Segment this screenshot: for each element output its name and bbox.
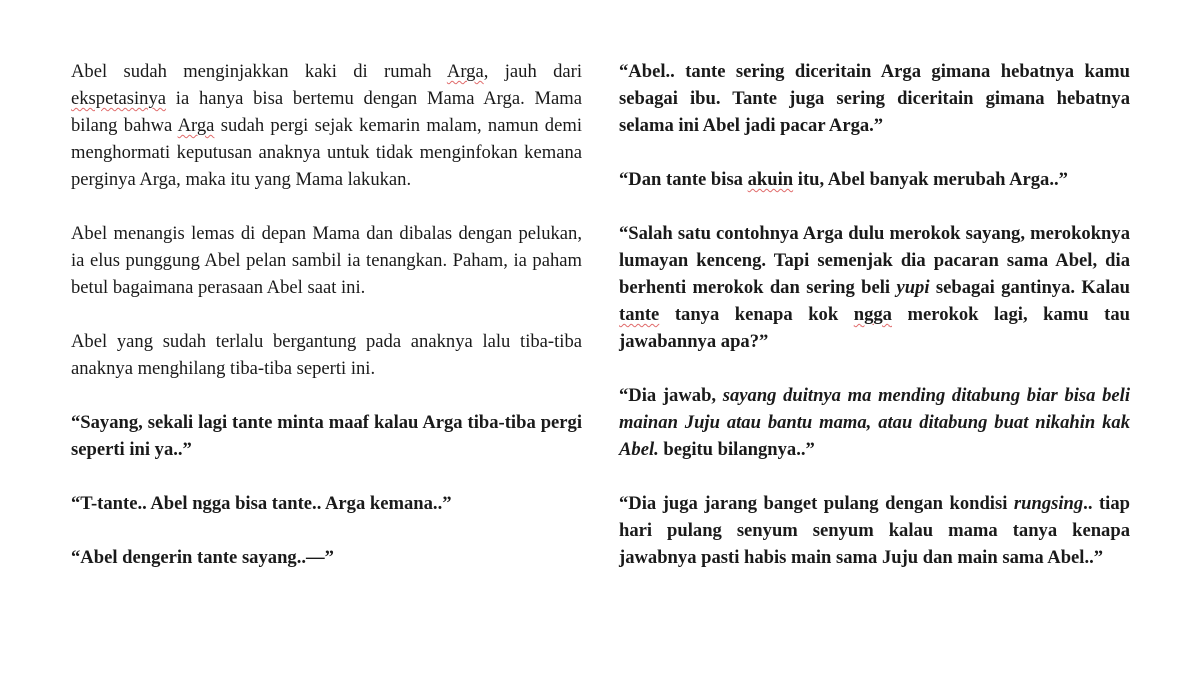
italic-word: yupi [896,277,930,298]
text: “Dia jawab, [619,385,723,406]
paragraph-2: Abel menangis lemas di depan Mama dan dibalas dengan pelukan, ia elus punggung Abel pelan sambil ia tenangkan. Paham, ia paham betul bagaimana perasaan Abel saat ini. [71,223,582,298]
italic-word: rungsing [1013,493,1084,514]
spellcheck-word: akuin [747,169,794,190]
text: sebagai gantinya. Kalau [929,277,1130,298]
text: “Dan tante bisa [619,169,748,190]
text: “Dia juga jarang banget pulang dengan kondisi [619,493,1014,514]
dialogue-7 [619,382,1130,463]
paragraph-3: Abel yang sudah terlalu bergantung pada anaknya lalu tiba-tiba anaknya menghilang tiba-tiba seperti ini. [71,331,582,379]
spellcheck-word: ekspetasinya [71,88,167,109]
text: sudah pergi sejak kemarin malam, namun demi menghormati keputusan anaknya untuk tidak menginfokan kemana perginya Arga, maka itu yang Mama lakukan. [71,115,582,190]
paragraph-1 [71,58,582,193]
text: begitu bilangnya..” [658,439,815,460]
dialogue-8 [619,490,1130,571]
text: merokok lagi, kamu tau jawabannya apa?” [619,304,1130,352]
text: ia hanya bisa bertemu dengan Mama Arga. Mama bilang bahwa [71,88,582,136]
text: tanya kenapa kok [659,304,854,325]
text: “Salah satu contohnya Arga dulu merokok sayang, merokoknya lumayan kenceng. Tapi semenjak dia pacaran sama Abel, dia berhenti merokok dan sering beli [619,223,1130,298]
italic-quote: sayang duitnya ma mending ditabung biar bisa beli mainan Juju atau bantu mama, atau ditabung buat nikahin kak Abel. [619,385,1130,460]
left-column [71,58,582,598]
text: .. tiap hari pulang senyum senyum kalau mama tanya kenapa jawabnya pasti habis main sama Juju dan main sama Abel..” [619,493,1130,568]
text: Abel sudah menginjakkan kaki di rumah [71,61,447,82]
spellcheck-word: tante [619,304,660,325]
dialogue-3: “Abel dengerin tante sayang..—” [71,547,334,568]
spellcheck-word: Arga [177,115,215,136]
dialogue-2: “T-tante.. Abel ngga bisa tante.. Arga kemana..” [71,493,452,514]
spellcheck-word: ngga [853,304,892,325]
dialogue-4: “Abel.. tante sering diceritain Arga gimana hebatnya kamu sebagai ibu. Tante juga sering diceritain gimana hebatnya selama ini Abel jadi pacar Arga.” [619,61,1130,136]
dialogue-5 [619,166,1130,193]
dialogue-1: “Sayang, sekali lagi tante minta maaf kalau Arga tiba-tiba pergi seperti ini ya..” [71,412,582,460]
text: , jauh dari [483,61,582,82]
right-column [619,58,1130,598]
spellcheck-word: Arga [446,61,484,82]
text: itu, Abel banyak merubah Arga..” [793,169,1068,190]
dialogue-6 [619,220,1130,355]
